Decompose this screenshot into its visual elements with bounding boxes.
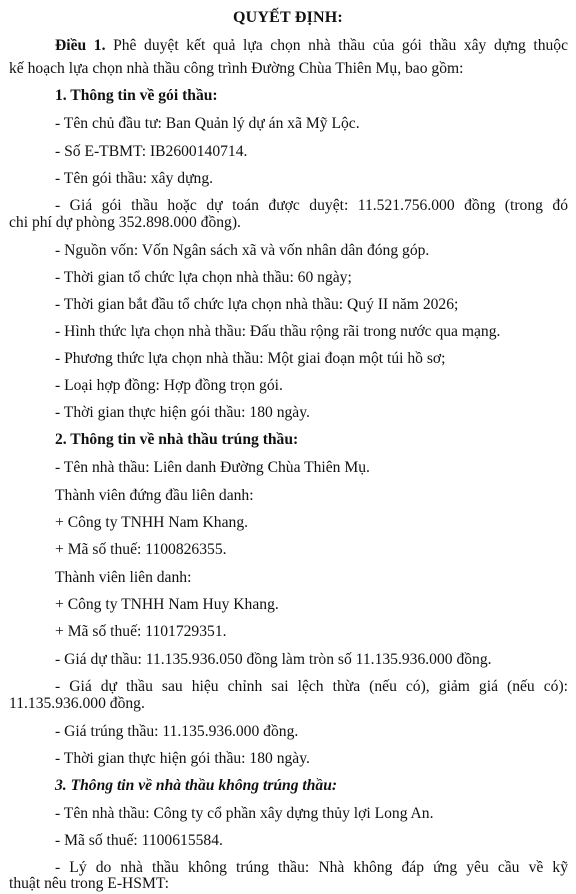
section2-adjusted-line2: 11.135.936.000 đồng.: [9, 695, 145, 712]
section2-lead-member-label: Thành viên đứng đầu liên danh:: [55, 487, 254, 504]
article1-text-line2: kế hoạch lựa chọn nhà thầu công trình Đường Chùa Thiên Mụ, bao gồm:: [9, 60, 464, 77]
section2-duration: - Thời gian thực hiện gói thầu: 180 ngày.: [55, 750, 310, 767]
section3-contractor-name: - Tên nhà thầu: Công ty cổ phần xây dựng thủy lợi Long An.: [55, 805, 434, 822]
section3-heading: 3. Thông tin về nhà thầu không trúng thầu:: [55, 777, 338, 794]
section1-funding: - Nguồn vốn: Vốn Ngân sách xã và vốn nhân dân đóng góp.: [55, 242, 430, 259]
article1-paragraph-line1: [55, 36, 568, 56]
section1-investor: - Tên chủ đầu tư: Ban Quản lý dự án xã Mỹ Lộc.: [55, 115, 360, 132]
section1-selection-method: - Phương thức lựa chọn nhà thầu: Một giai đoạn một túi hồ sơ;: [55, 350, 446, 367]
section2-member-tax: + Mã số thuế: 1101729351.: [55, 623, 227, 640]
section1-selection-time: - Thời gian tổ chức lựa chọn nhà thầu: 60 ngày;: [55, 269, 352, 286]
section3-reason-line2: thuật nêu trong E-HSMT:: [9, 875, 169, 892]
section2-heading: 2. Thông tin về nhà thầu trúng thầu:: [55, 431, 299, 448]
section2-contractor-name: - Tên nhà thầu: Liên danh Đường Chùa Thiên Mụ.: [55, 459, 370, 476]
section1-duration: - Thời gian thực hiện gói thầu: 180 ngày.: [55, 404, 310, 421]
document-title: QUYẾT ĐỊNH:: [233, 9, 343, 26]
article1-text-line1: Phê duyệt kết quả lựa chọn nhà thầu của gói thầu xây dựng thuộc: [113, 37, 569, 54]
section1-etbmt: - Số E-TBMT: IB2600140714.: [55, 143, 248, 160]
section2-lead-company: + Công ty TNHH Nam Khang.: [55, 514, 249, 531]
section1-price-line2: chi phí dự phòng 352.898.000 đồng).: [9, 214, 241, 231]
section3-reason-line1: - Lý do nhà thầu không trúng thầu: Nhà không đáp ứng yêu cầu về kỹ: [55, 859, 568, 876]
section1-selection-form: - Hình thức lựa chọn nhà thầu: Đấu thầu rộng rãi trong nước qua mạng.: [55, 323, 501, 340]
section1-package-name: - Tên gói thầu: xây dựng.: [55, 170, 214, 187]
section2-member-label: Thành viên liên danh:: [55, 569, 192, 586]
section1-price-line1: - Giá gói thầu hoặc dự toán được duyệt: 11.521.756.000 đồng (trong đó: [55, 197, 568, 214]
section1-start-time: - Thời gian bắt đầu tổ chức lựa chọn nhà thầu: Quý II năm 2026;: [55, 296, 459, 313]
section2-member-company: + Công ty TNHH Nam Huy Khang.: [55, 596, 279, 613]
section3-tax: - Mã số thuế: 1100615584.: [55, 832, 223, 849]
section1-heading: 1. Thông tin về gói thầu:: [55, 87, 218, 104]
section2-lead-tax: + Mã số thuế: 1100826355.: [55, 541, 227, 558]
article1-label: Điều 1.: [55, 37, 106, 54]
section1-contract-type: - Loại hợp đồng: Hợp đồng trọn gói.: [55, 377, 283, 394]
section2-winning-price: - Giá trúng thầu: 11.135.936.000 đồng.: [55, 723, 299, 740]
section2-adjusted-line1: - Giá dự thầu sau hiệu chỉnh sai lệch thừa (nếu có), giảm giá (nếu có):: [55, 678, 568, 695]
section2-bid-price: - Giá dự thầu: 11.135.936.050 đồng làm tròn số 11.135.936.000 đồng.: [55, 651, 492, 668]
